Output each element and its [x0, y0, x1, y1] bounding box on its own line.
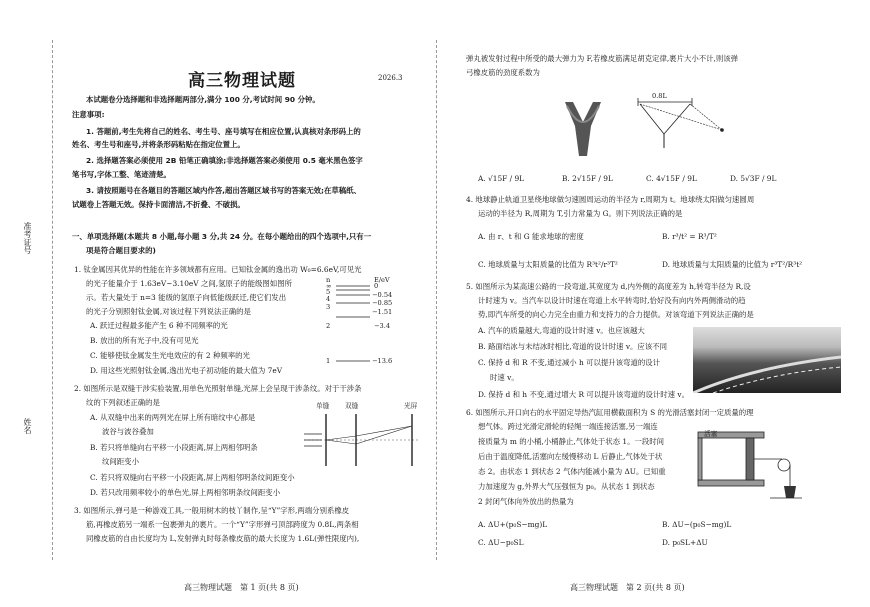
energy-level-n: 5 [326, 288, 331, 296]
q2-option: 纹间距变小 [102, 457, 139, 466]
q4-line: 运动的半径为 R,周期为 T,引力常量为 G。则下列说法正确的是 [478, 209, 683, 218]
energy-level-e: −1.51 [372, 308, 393, 316]
energy-level-e: −0.54 [372, 291, 393, 299]
binding-line [52, 40, 54, 560]
exam-date: 2026.3 [378, 74, 403, 82]
page-divider [436, 40, 438, 560]
energy-level-n: 2 [326, 322, 331, 330]
q1-line: 1. 钛金属因其优异的性能在许多领域都有应用。已知钛金属的逸出功 W₀=6.6eV,可见光 [74, 265, 362, 274]
page-footer: 高三物理试题 第 1 页(共 8 页) [184, 583, 299, 592]
energy-level-n: 4 [326, 295, 331, 303]
section-heading: 一、单项选择题(本题共 8 小题,每小题 3 分,共 24 分。在每小题给出的四个选项中,只有一 [72, 232, 372, 241]
side-label-name: 姓名 [23, 418, 32, 434]
q4-option-b: B. r³/t² = R³/T² [662, 232, 717, 241]
energy-level-n: 1 [326, 357, 331, 365]
notice-heading: 注意事项: [72, 110, 105, 119]
notice-line: 3. 请按照题号在各题目的答题区域内作答,超出答题区域书写的答案无效;在草稿纸、 [86, 186, 361, 195]
q1-option: B. 放出的所有光子中,没有可见光 [90, 336, 199, 345]
q6-line: 接质量为 m 的小桶,小桶静止,气体处于状态 1。一段时间 [478, 437, 665, 446]
q4-option-a: A. 由 r、t 和 G 能求地球的密度 [478, 232, 584, 241]
q2-line: 纹的下列叙述正确的是 [86, 398, 160, 407]
q1-line: 的光子分别照射钛金属,对该过程下列说法正确的是 [86, 307, 251, 316]
energy-level-e: 0 [374, 282, 379, 290]
energy-level-n: ∞ [326, 282, 332, 290]
page-footer: 高三物理试题 第 2 页(共 8 页) [570, 583, 685, 592]
q2-option: C. 若只将双缝向右平移一小段距离,屏上两相邻明条纹间距变小 [90, 473, 295, 482]
q2-option: 波谷与波谷叠加 [102, 427, 154, 436]
intro-text: 本试题卷分选择题和非选择题两部分,满分 100 分,考试时间 90 分钟。 [86, 95, 320, 104]
q6-option-b: B. ΔU−(p₀S−mg)L [662, 520, 732, 529]
q3-option-c: C. 4√15F / 9L [646, 174, 697, 183]
q4-option-d: D. 地球质量与太阳质量的比值为 r³T²/R³t² [662, 260, 803, 269]
section-heading: 项是符合题目要求的) [86, 246, 156, 255]
energy-level-e: −13.6 [372, 357, 393, 365]
notice-line: 姓名、考生号和座号,并将条形码粘贴在指定位置上。 [72, 140, 245, 149]
q3-option-b: B. 2√15F / 9L [562, 174, 613, 183]
q3-line: 3. 如图所示,弹弓是一种游戏工具,一般用树木的枝丫制作,呈“Y”字形,两端分别系橡皮 [74, 506, 350, 515]
q1-option: A. 跃迁过程最多能产生 6 种不同频率的光 [90, 321, 228, 330]
q5-option-a: A. 汽车的质量越大,弯道的设计时速 v。也应该越大 [478, 326, 645, 335]
slit-label-double: 双缝 [345, 402, 359, 410]
energy-header-n: n [326, 276, 331, 284]
q3-line: 筋,再橡皮筋另一端系一包裹弹丸的裹片。一个“Y”字形弹弓顶部跨度为 0.8L,两条相 [86, 520, 359, 529]
notice-line: 2. 选择题答案必须使用 2B 铅笔正确填涂;非选择题答案必须使用 0.5 毫米黑色签字 [86, 156, 363, 165]
energy-level-e: −3.4 [374, 322, 391, 330]
q1-line: 示。若大量处于 n=3 能级的氢原子向低能级跃迁,使它们发出 [86, 293, 287, 302]
page-title: 高三物理试题 [188, 71, 296, 91]
q6-line: 力加速度为 g,外界大气压强恒为 p₀。从状态 1 到状态 [478, 482, 655, 491]
energy-level-e: −0.85 [372, 299, 393, 307]
q2-option: D. 若只改用频率较小的单色光,屏上两相邻明条纹间距变小 [90, 488, 281, 497]
q4-option-c: C. 地球质量与太阳质量的比值为 R³t²/r³T² [478, 260, 618, 269]
q5-option-b: B. 路面结冰与未结冰时相比,弯道的设计时速 v。应该不同 [478, 342, 667, 351]
q6-line: 态 2。由状态 1 到状态 2 气体内能减小量为 ΔU。已知重 [478, 467, 666, 476]
q5-line: 势,即汽车所受的向心力完全由重力和支持力的合力提供。对该弯道下列说法正确的是 [478, 310, 754, 319]
energy-header-e: E/eV [374, 276, 390, 284]
q2-line: 2. 如图所示是双缝干涉实验装置,用单色光照射单缝,光屏上会呈现干涉条纹。对于干涉条 [74, 384, 362, 393]
slit-label-screen: 光屏 [404, 402, 418, 410]
q4-line: 4. 地球静止轨道卫星绕地球做匀速圆周运动的半径为 r,周期为 t。地球绕太阳做匀速圆周 [466, 195, 755, 204]
slingshot-geometry-diagram [630, 90, 730, 150]
dimension-label: 0.8L [652, 92, 667, 100]
q6-line: 后由于温度降低,活塞向左缓慢移动 L 后静止,气体处于状 [478, 452, 663, 461]
q6-option-d: D. p₀SL+ΔU [662, 538, 708, 547]
q2-option: A. 从双缝中出来的两列光在屏上所有暗纹中心都是 [90, 413, 256, 422]
notice-line: 笔书写,字体工整、笔迹清楚。 [72, 170, 171, 179]
q3-cont-line: 弓橡皮筋的劲度系数为 [466, 68, 540, 77]
curved-road-photo [693, 327, 841, 393]
q6-line: 6. 如图所示,开口向右的水平固定导热汽缸用横截面积为 S 的光滑活塞封闭一定质量的理 [466, 408, 754, 417]
q6-line: 想气体。跨过光滑定滑轮的轻绳一端连接活塞,另一端连 [478, 422, 658, 431]
q6-line: 2 封闭气体向外放出的热量为 [478, 497, 574, 506]
q5-option-c: C. 保持 d 和 R 不变,通过减小 h 可以提升该弯道的设计 [478, 358, 661, 367]
slit-label-single: 单缝 [316, 402, 330, 410]
piston-label: 活塞 [704, 430, 718, 438]
side-label-exam-number: 准考证号 [23, 222, 32, 254]
q3-cont-line: 弹丸被发射过程中所受的最大弹力为 F,若橡皮筋满足胡克定律,裹片大小不计,则该弹 [466, 54, 739, 63]
q3-line: 同橡皮筋的自由长度均为 L,发射弹丸时每条橡皮筋的最大长度为 1.6L(弹性限度内), [86, 534, 360, 543]
q1-line: 的光子能量介于 1.63eV~3.10eV 之间,氢原子的能级图如图所 [86, 279, 292, 288]
energy-level-n: 3 [326, 303, 331, 311]
q5-line: 5. 如图所示为某高速公路的一段弯道,其宽度为 d,内外侧的高度差为 h,转弯半径为 R,设 [466, 282, 751, 291]
q1-option: C. 能够使钛金属发生光电效应的有 2 种频率的光 [90, 351, 250, 360]
q5-line: 计时速为 v。当汽车以设计时速在弯道上水平转弯时,恰好没有向内外两侧滑动的趋 [478, 296, 746, 305]
q3-option-d: D. 5√3F / 9L [730, 174, 777, 183]
q6-option-a: A. ΔU+(p₀S−mg)L [478, 520, 548, 529]
q5-option-c-cont: 时速 v。 [490, 373, 519, 382]
q5-option-d: D. 保持 d 和 h 不变,通过增大 R 可以提升该弯道的设计时速 v。 [478, 390, 689, 399]
q1-option: D. 用这些光照射钛金属,逸出光电子初动能的最大值为 7eV [90, 366, 283, 375]
slingshot-image [555, 98, 611, 160]
notice-line: 试题卷上答题无效。保持卡面清洁,不折叠、不破损。 [72, 200, 245, 209]
q2-option: B. 若只将单缝向右平移一小段距离,屏上两相邻明条 [90, 443, 258, 452]
q6-option-c: C. ΔU−p₀SL [478, 538, 524, 547]
energy-level-diagram [322, 276, 412, 368]
double-slit-diagram [300, 410, 428, 470]
notice-line: 1. 答题前,考生先将自己的姓名、考生号、座号填写在相应位置,认真核对条形码上的 [86, 127, 361, 136]
q3-option-a: A. √15F / 9L [478, 174, 525, 183]
